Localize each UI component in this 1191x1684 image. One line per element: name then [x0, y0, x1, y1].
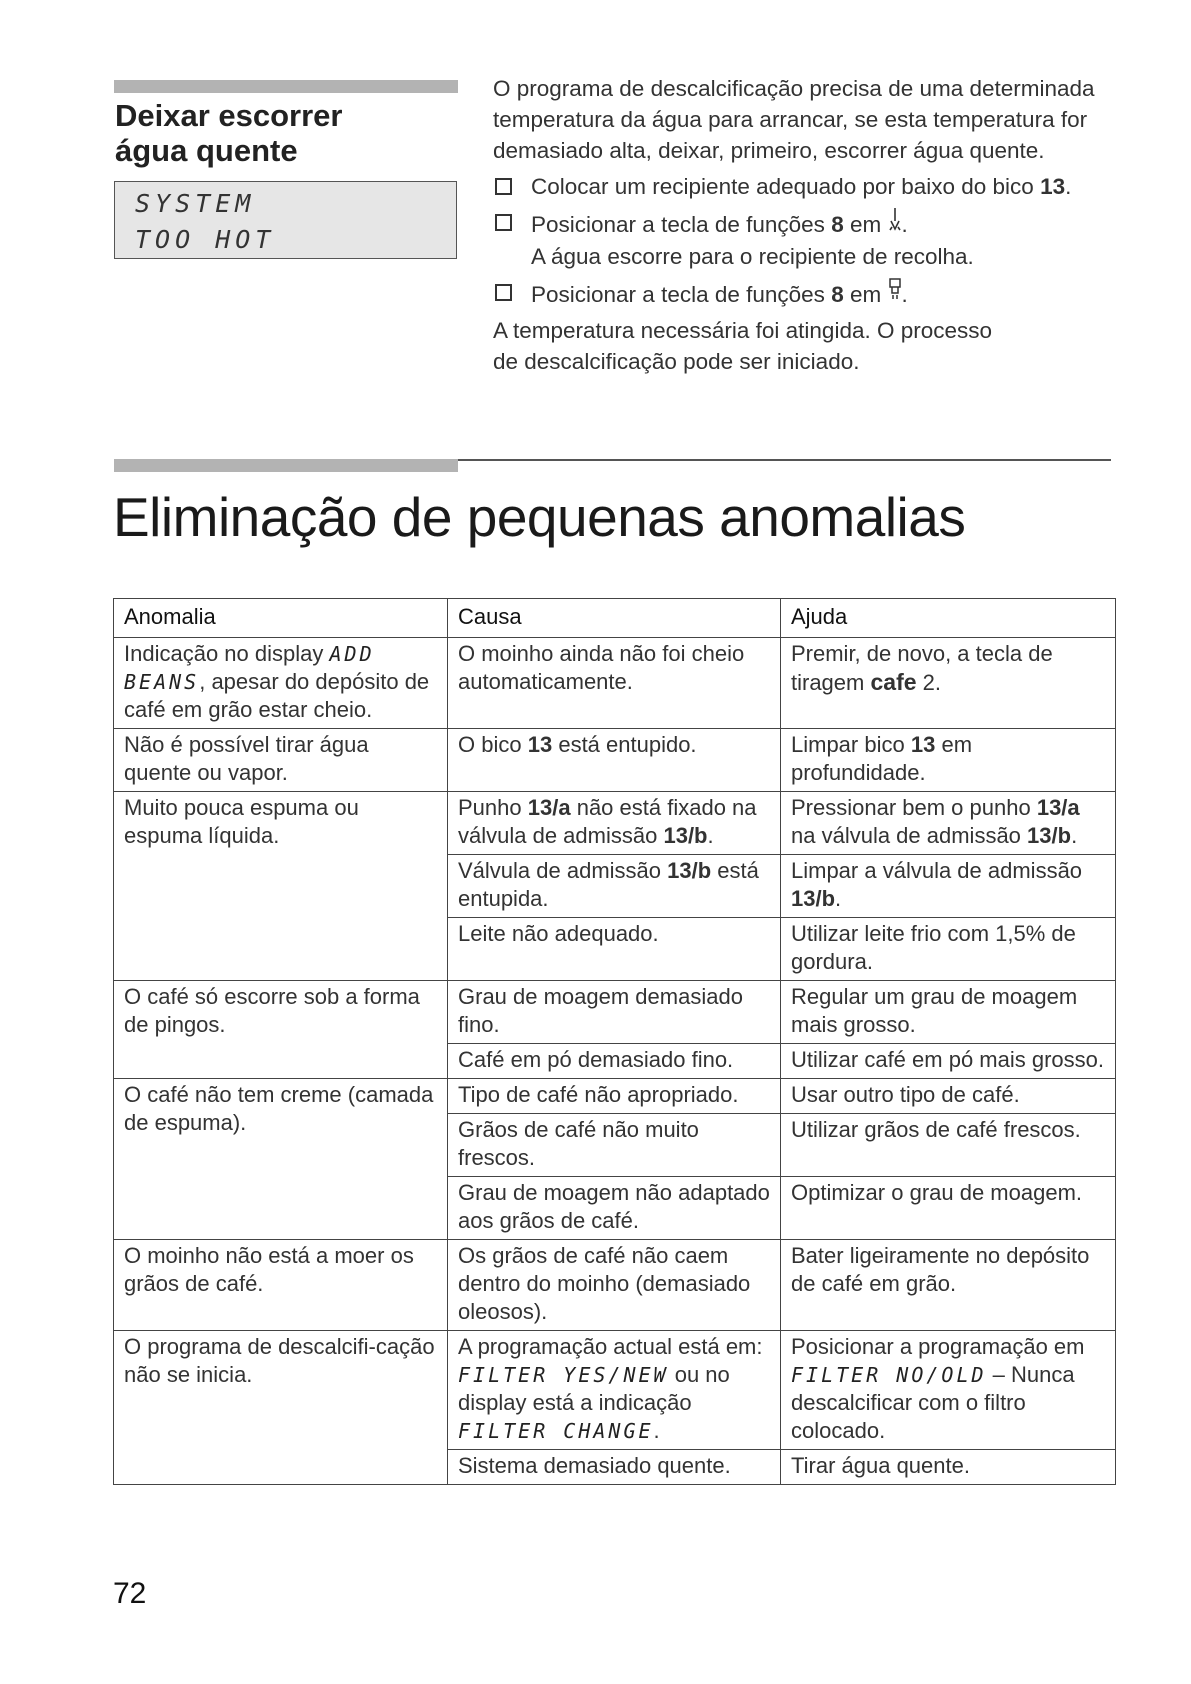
ref-number: 13/b: [1027, 823, 1072, 848]
table-row: [114, 1331, 1116, 1450]
title-rule: [114, 459, 458, 472]
page-number: 72: [113, 1577, 147, 1610]
causa-cell: Grãos de café não muito frescos.: [448, 1114, 781, 1177]
header-ajuda: Ajuda: [781, 599, 1116, 638]
cell-text: na válvula de admissão: [791, 823, 1021, 848]
table-row: [114, 638, 1116, 729]
causa-cell: [448, 729, 781, 792]
header-anomalia: Anomalia: [114, 599, 448, 638]
cell-text: Indicação no display: [124, 641, 324, 666]
display-line1: SYSTEM: [135, 189, 256, 218]
cell-text: Válvula de admissão: [458, 858, 662, 883]
ajuda-cell: Utilizar leite frio com 1,5% de gordura.: [781, 918, 1116, 981]
header-causa: Causa: [448, 599, 781, 638]
ref-number: 13/a: [527, 795, 571, 820]
table-row: [114, 792, 1116, 855]
causa-cell: O moinho ainda não foi cheio automaticamente.: [448, 638, 781, 729]
display-line2: TOO HOT: [135, 225, 276, 254]
step-1-text: Colocar um recipiente adequado por baixo do bico: [531, 174, 1034, 199]
table-header-row: [114, 599, 1116, 638]
cell-text: , apesar do depósito de café em grão estar cheio.: [124, 669, 430, 722]
title-hairline: [458, 459, 1111, 461]
ref-number: 13/b: [663, 823, 708, 848]
hot-water-icon: [888, 277, 902, 311]
causa-cell: Leite não adequado.: [448, 918, 781, 981]
causa-cell: Grau de moagem não adaptado aos grãos de café.: [448, 1177, 781, 1240]
table-row: [114, 1079, 1116, 1114]
step-3: Posicionar a tecla de funções 8 em .: [493, 277, 1133, 311]
ajuda-cell: [781, 1331, 1116, 1450]
causa-cell: [448, 855, 781, 918]
outro-line2: de descalcificação pode ser iniciado.: [493, 349, 860, 374]
troubleshooting-table: [113, 598, 1116, 1485]
causa-cell: Grau de moagem demasiado fino.: [448, 981, 781, 1044]
step-3-em: em: [849, 282, 882, 307]
ref-number: 13: [910, 732, 936, 757]
ajuda-cell: Optimizar o grau de moagem.: [781, 1177, 1116, 1240]
cell-text: não está fixado na válvula de admissão: [458, 795, 757, 848]
ajuda-cell: [781, 729, 1116, 792]
causa-cell: A programação actual está em: FILTER YES/NEW ou no display está a indicação FILTER CHANGE.: [448, 1331, 781, 1450]
ajuda-cell: Utilizar café em pó mais grosso.: [781, 1044, 1116, 1079]
cell-text: – Nunca descalcificar com o filtro colocado.: [791, 1362, 1075, 1443]
cafe-key-label: cafe: [870, 669, 917, 695]
causa-cell: Os grãos de café não caem dentro do moinho (demasiado oleosos).: [448, 1240, 781, 1331]
ref-number: 13/b: [667, 858, 712, 883]
causa-cell: Punho 13/a não está fixado na válvula de admissão 13/b.: [448, 792, 781, 855]
cell-text: A programação actual está em:: [458, 1334, 763, 1359]
step-1: Colocar um recipiente adequado por baixo do bico 13.: [493, 171, 1133, 202]
display-text: FILTER NO/OLD: [791, 1363, 987, 1387]
ajuda-cell: Utilizar grãos de café frescos.: [781, 1114, 1116, 1177]
anomalia-cell: [114, 638, 448, 729]
step-2-em: em: [849, 212, 882, 237]
section-rule: [114, 80, 458, 93]
cell-text: Premir, de novo, a tecla de tiragem: [791, 641, 1053, 695]
instructions: [493, 73, 1133, 377]
outro-line1: A temperatura necessária foi atingida. O processo: [493, 318, 993, 343]
table-row: [114, 981, 1116, 1044]
ref-number: 13/a: [1036, 795, 1080, 820]
display-text: FILTER CHANGE: [458, 1419, 654, 1443]
cell-text: Posicionar a programação em: [791, 1334, 1085, 1359]
causa-cell: Tipo de café não apropriado.: [448, 1079, 781, 1114]
anomalia-cell: O café só escorre sob a forma de pingos.: [114, 981, 448, 1079]
section-title: [115, 98, 455, 168]
cell-text: está entupido.: [558, 732, 697, 757]
step-2-sub: A água escorre para o recipiente de recolha.: [531, 244, 974, 269]
ref-number: 13/b: [791, 886, 836, 911]
causa-cell: Sistema demasiado quente.: [448, 1450, 781, 1485]
cell-text: ou no display está a indicação: [458, 1362, 730, 1415]
ajuda-cell: Usar outro tipo de café.: [781, 1079, 1116, 1114]
cell-text: Limpar a válvula de admissão: [791, 858, 1083, 883]
anomalia-cell: O moinho não está a moer os grãos de café.: [114, 1240, 448, 1331]
step-3-number: 8: [831, 282, 844, 307]
cell-text: Limpar bico: [791, 732, 905, 757]
anomalia-cell: O programa de descalcifi-cação não se inicia.: [114, 1331, 448, 1485]
cell-text: Pressionar bem o punho: [791, 795, 1031, 820]
checkbox-icon: [495, 214, 512, 231]
step-2-text: Posicionar a tecla de funções: [531, 212, 825, 237]
checkbox-icon: [495, 178, 512, 195]
checkbox-icon: [495, 284, 512, 301]
ajuda-cell: Limpar a válvula de admissão 13/b.: [781, 855, 1116, 918]
display-text: BEANS: [124, 670, 200, 694]
ajuda-cell: Pressionar bem o punho 13/a na válvula de admissão 13/b.: [781, 792, 1116, 855]
section-title-line1: Deixar escorrer: [115, 98, 343, 133]
ajuda-cell: Tirar água quente.: [781, 1450, 1116, 1485]
cell-text: O bico: [458, 732, 522, 757]
display-text: FILTER YES/NEW: [458, 1363, 669, 1387]
ref-number: 2: [922, 670, 935, 695]
table-row: [114, 1240, 1116, 1331]
steam-nozzle-icon: [888, 207, 902, 241]
intro-text: O programa de descalcificação precisa de uma determinada temperatura da água para arrancar, se esta temperatura for demasiado alta, deixar, primeiro, escorrer água quente.: [493, 76, 1095, 163]
anomalia-cell: O café não tem creme (camada de espuma).: [114, 1079, 448, 1240]
step-1-number: 13: [1040, 174, 1066, 199]
table-row: [114, 729, 1116, 792]
display-panel: [114, 181, 457, 259]
step-3-text: Posicionar a tecla de funções: [531, 282, 825, 307]
anomalia-cell: Muito pouca espuma ou espuma líquida.: [114, 792, 448, 981]
page-title: Eliminação de pequenas anomalias: [113, 486, 966, 548]
ajuda-cell: Regular um grau de moagem mais grosso.: [781, 981, 1116, 1044]
step-2-number: 8: [831, 212, 844, 237]
ajuda-cell: Bater ligeiramente no depósito de café em grão.: [781, 1240, 1116, 1331]
ajuda-cell: Premir, de novo, a tecla de tiragem cafe 2.: [781, 638, 1116, 729]
anomalia-cell: Não é possível tirar água quente ou vapor.: [114, 729, 448, 792]
ref-number: 13: [527, 732, 553, 757]
section-title-line2: água quente: [115, 133, 298, 168]
step-2: Posicionar a tecla de funções 8 em . A água escorre para o recipiente de recolha.: [493, 207, 1133, 272]
display-text: ADD: [329, 642, 375, 666]
cell-text: em profundidade.: [791, 732, 973, 785]
cell-text: está entupida.: [458, 858, 759, 911]
cell-text: Punho: [458, 795, 522, 820]
causa-cell: Café em pó demasiado fino.: [448, 1044, 781, 1079]
